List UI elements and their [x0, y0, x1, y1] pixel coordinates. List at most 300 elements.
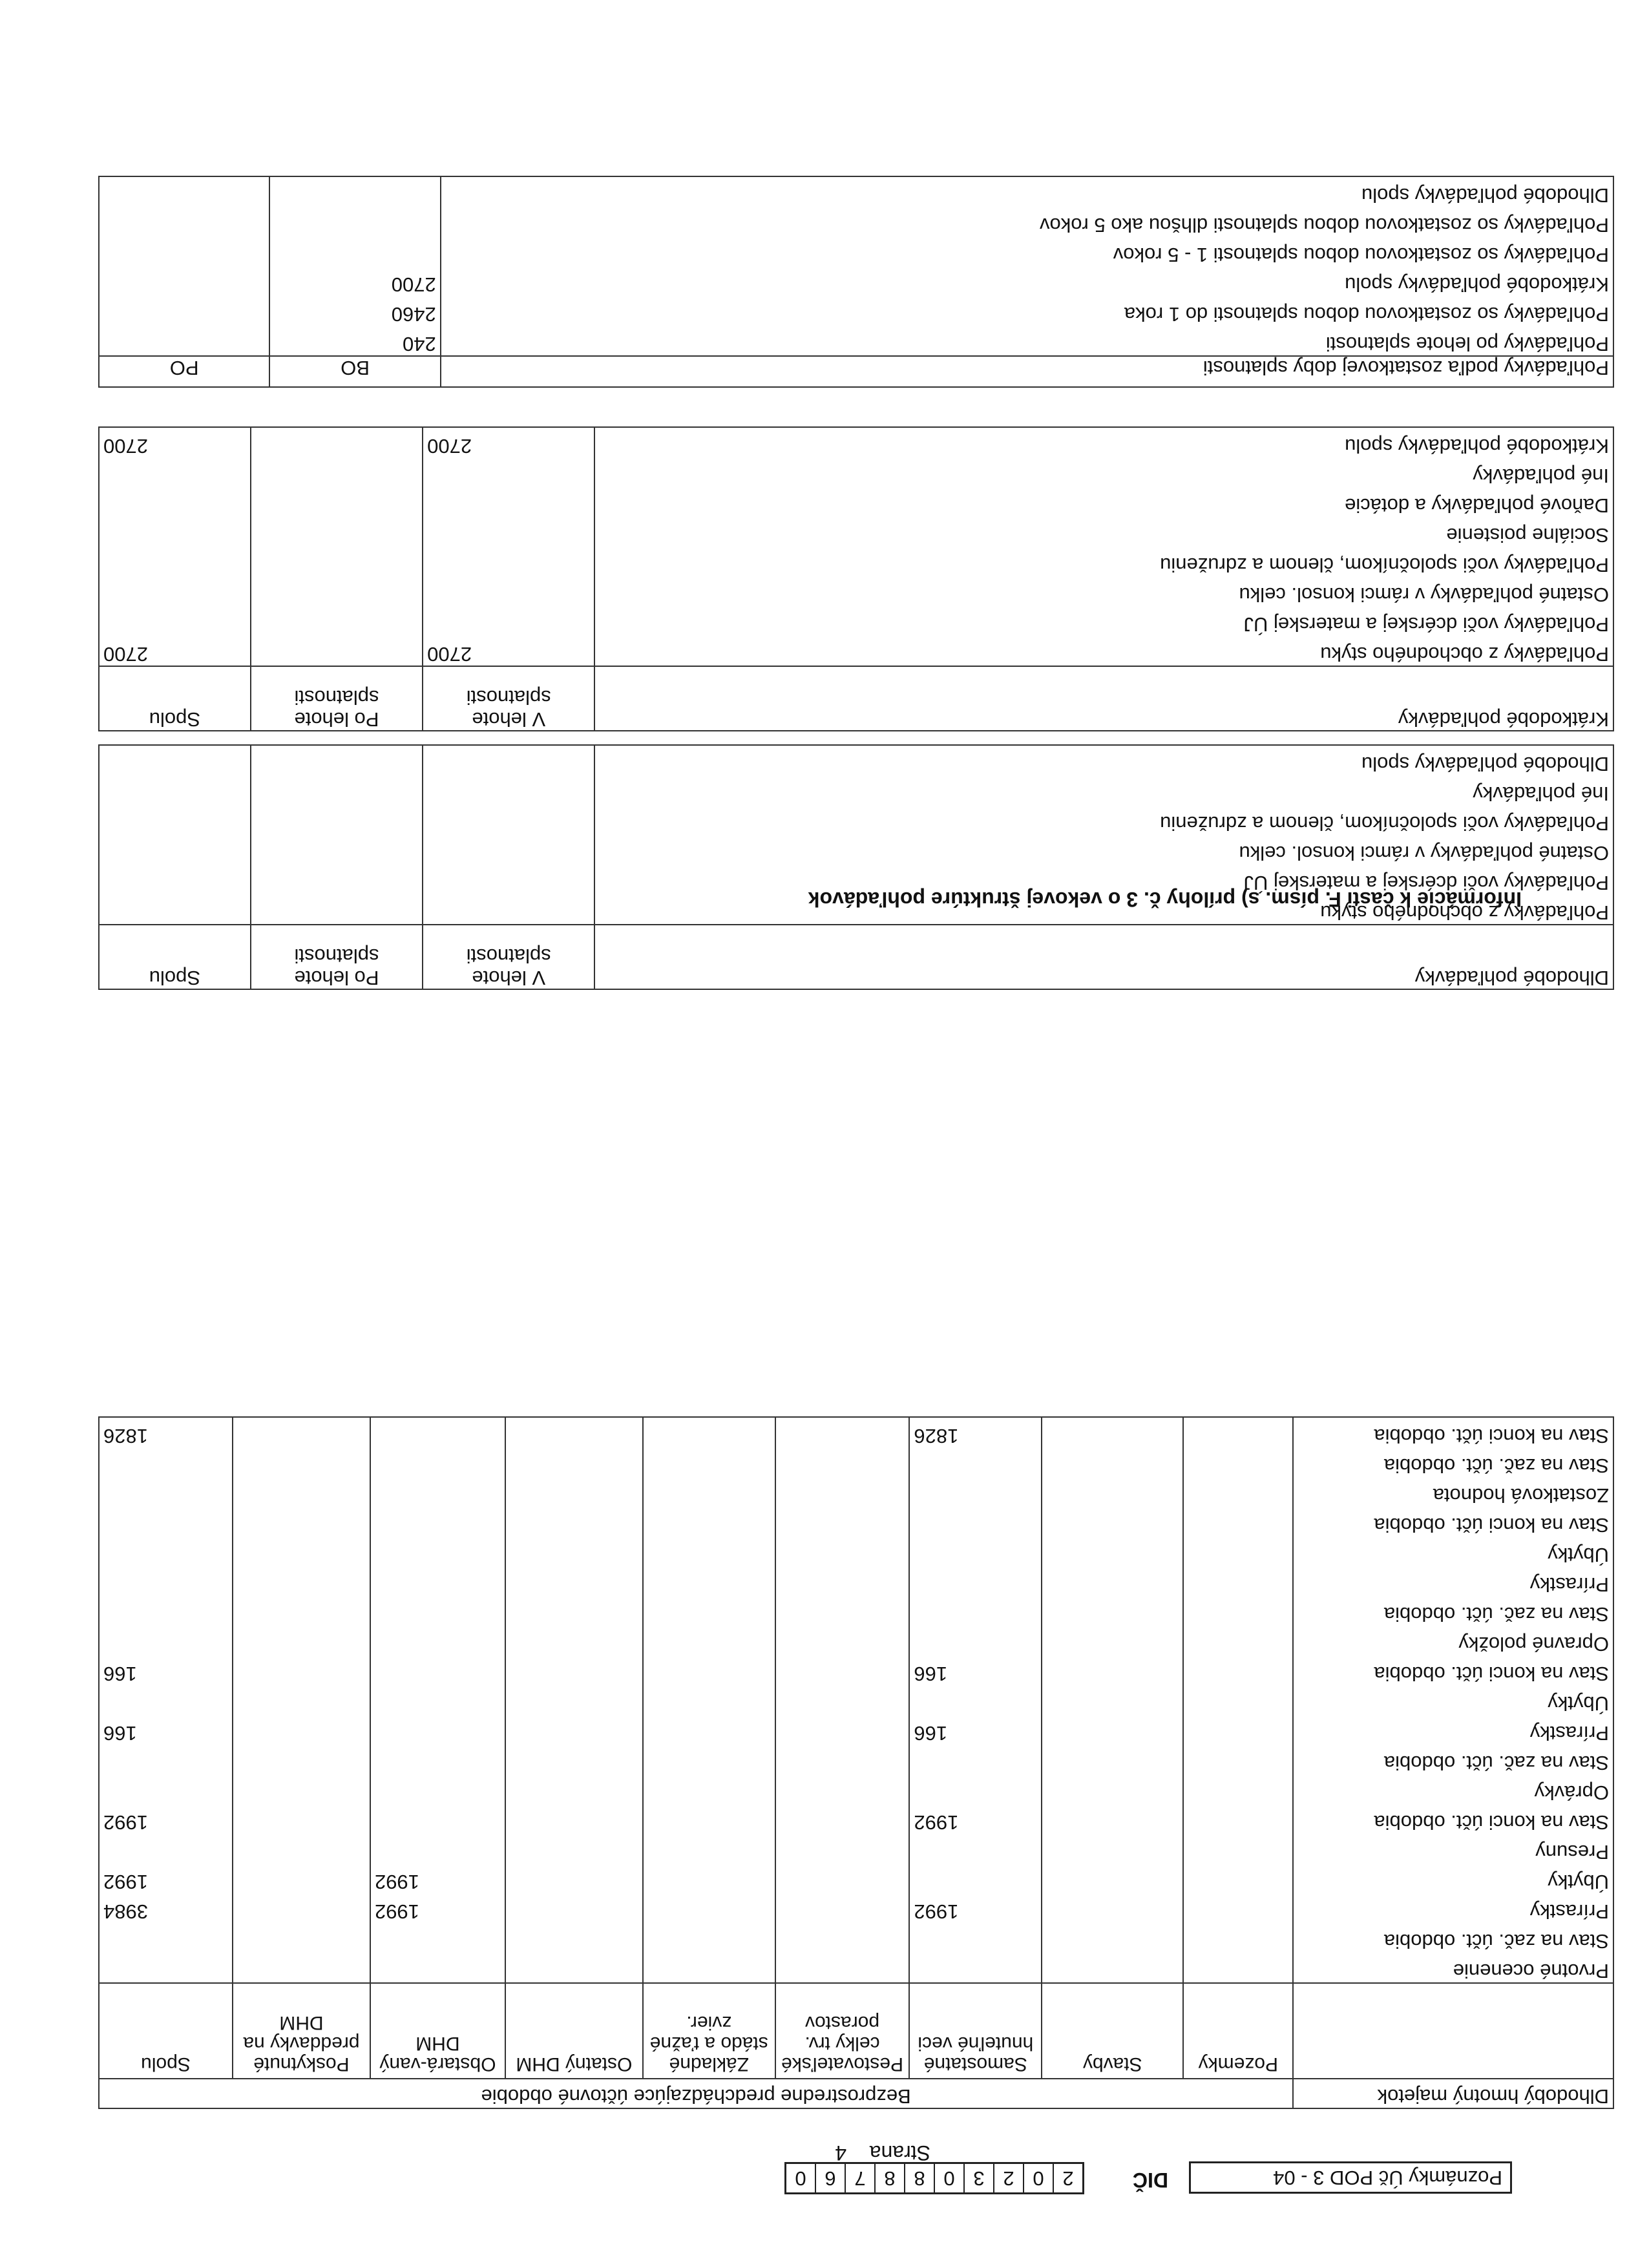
dhm-cell: [99, 1953, 233, 1983]
dhm-cell: [643, 1596, 775, 1626]
dhm-cell: [775, 1685, 910, 1715]
dhm-cell: [370, 1566, 505, 1596]
dhm-cell: [233, 1745, 370, 1774]
row-value: [99, 775, 251, 805]
row-value: [269, 176, 440, 207]
dhm-cell: [233, 1804, 370, 1834]
dhm-cell: [775, 1596, 910, 1626]
row-label: Ostatné pohľadávky v rámci konsol. celku: [594, 576, 1613, 606]
dhm-cell: [505, 1477, 643, 1507]
dhm-cell: [505, 1804, 643, 1834]
row-value: [99, 745, 251, 775]
short-term-row: [99, 547, 1613, 576]
row-label: Dlhodobé pohľadávky spolu: [441, 176, 1613, 207]
dhm-cell: [643, 1893, 775, 1923]
dhm-period: Bezprostredne predchádzajúce účtovné obdobie: [99, 2079, 1293, 2108]
row-label: Ostatné pohľadávky v rámci konsol. celku: [594, 835, 1613, 865]
short-term-title: Krátkodobé pohľadávky: [594, 666, 1613, 731]
dhm-cell: 1992: [909, 1804, 1042, 1834]
dic-digit: 0: [795, 2167, 806, 2190]
dhm-cell: [505, 1745, 643, 1774]
dhm-cell: [370, 1537, 505, 1566]
row-value: [99, 576, 251, 606]
row-value: [99, 805, 251, 835]
short-term-row: [99, 636, 1613, 666]
dhm-cell: [233, 1864, 370, 1893]
short-term-table: [98, 426, 1614, 731]
long-term-column-header: Po lehote splatnosti: [251, 925, 423, 989]
row-value: [99, 266, 269, 296]
dhm-cell: [1183, 1417, 1293, 1447]
dhm-cell: [1042, 1923, 1183, 1953]
dhm-row: [99, 1923, 1613, 1953]
row-value: [423, 487, 594, 517]
row-value: [251, 745, 423, 775]
dhm-cell: 1826: [909, 1417, 1042, 1447]
short-term-column-header: Po lehote splatnosti: [251, 666, 423, 731]
remaining-row: [99, 236, 1613, 266]
dhm-cell: [909, 1507, 1042, 1537]
row-value: 2700: [269, 266, 440, 296]
dhm-cell: [1042, 1507, 1183, 1537]
dhm-cell: [1183, 1566, 1293, 1596]
dhm-cell: [643, 1953, 775, 1983]
dhm-cell: [775, 1715, 910, 1745]
dhm-cell: [1042, 1685, 1183, 1715]
dhm-cell: [775, 1953, 910, 1983]
dhm-cell: [643, 1774, 775, 1804]
dhm-cell: [370, 1626, 505, 1655]
row-value: [423, 775, 594, 805]
dhm-row: [99, 1596, 1613, 1626]
dhm-cell: [370, 1507, 505, 1537]
dhm-cell: [775, 1417, 910, 1447]
dhm-cell: [1183, 1953, 1293, 1983]
row-value: [251, 636, 423, 666]
dhm-cell: [505, 1626, 643, 1655]
dhm-cell: [99, 1447, 233, 1477]
dhm-cell: [1042, 1893, 1183, 1923]
dhm-cell: [643, 1447, 775, 1477]
dhm-row-label: Prvotné ocenenie: [1293, 1953, 1613, 1983]
dhm-cell: [370, 1923, 505, 1953]
dhm-cell: [909, 1834, 1042, 1864]
row-value: [423, 576, 594, 606]
dhm-row: [99, 1715, 1613, 1745]
dhm-cell: [643, 1923, 775, 1953]
row-value: [423, 457, 594, 487]
dhm-cell: [1183, 1507, 1293, 1537]
row-label: Pohľadávky voči dcérskej a materskej ÚJ: [594, 865, 1613, 894]
dhm-cell: [775, 1507, 910, 1537]
row-value: [99, 176, 269, 207]
dhm-cell: [99, 1745, 233, 1774]
dhm-cell: [370, 1745, 505, 1774]
dhm-cell: [909, 1864, 1042, 1893]
dhm-cell: [505, 1864, 643, 1893]
dhm-row: [99, 1537, 1613, 1566]
dhm-column-header: Obstará-vaný DHM: [370, 1983, 505, 2079]
long-term-row: [99, 835, 1613, 865]
row-label: Pohľadávky so zostatkovou dobou splatnosti dlhšou ako 5 rokov: [441, 207, 1613, 236]
dhm-cell: [775, 1655, 910, 1685]
dhm-cell: [1183, 1774, 1293, 1804]
dhm-cell: [99, 1834, 233, 1864]
row-value: [99, 296, 269, 326]
dhm-cell: [505, 1417, 643, 1447]
dhm-cell: [233, 1566, 370, 1596]
dhm-cell: [775, 1477, 910, 1507]
long-term-column-header: Spolu: [99, 925, 251, 989]
row-label: Sociálne poistenie: [594, 517, 1613, 547]
dhm-cell: [775, 1626, 910, 1655]
dhm-cell: [909, 1745, 1042, 1774]
dhm-cell: [1042, 1864, 1183, 1893]
dhm-cell: [909, 1923, 1042, 1953]
dhm-cell: [909, 1566, 1042, 1596]
dhm-row-label: Zostatková hodnota: [1293, 1477, 1613, 1507]
row-value: [251, 457, 423, 487]
dhm-corner: [1293, 1983, 1613, 2079]
dhm-row-label: Stav na zač. účt. obdobia: [1293, 1745, 1613, 1774]
dhm-cell: [1183, 1864, 1293, 1893]
dhm-cell: [1183, 1804, 1293, 1834]
dhm-cell: [233, 1715, 370, 1745]
row-label: Pohľadávky voči dcérskej a materskej ÚJ: [594, 606, 1613, 636]
dhm-cell: 166: [99, 1655, 233, 1685]
row-value: [423, 805, 594, 835]
dhm-cell: [99, 1507, 233, 1537]
dic-digit: 6: [815, 2164, 845, 2192]
long-term-column-header: V lehote splatnosti: [423, 925, 594, 989]
dhm-cell: [909, 1596, 1042, 1626]
dhm-cell: [233, 1893, 370, 1923]
dhm-cell: [1042, 1834, 1183, 1864]
dhm-cell: 3984: [99, 1893, 233, 1923]
dic-digit: 2: [993, 2164, 1023, 2192]
dhm-cell: [1183, 1626, 1293, 1655]
dhm-cell: [909, 1953, 1042, 1983]
dhm-cell: [370, 1655, 505, 1685]
dhm-cell: [370, 1953, 505, 1983]
dhm-cell: 1826: [99, 1417, 233, 1447]
dhm-cell: [1183, 1655, 1293, 1685]
dhm-cell: [1042, 1626, 1183, 1655]
dhm-cell: [909, 1774, 1042, 1804]
dhm-row-label: Úbytky: [1293, 1537, 1613, 1566]
dhm-cell: [1183, 1447, 1293, 1477]
short-term-row: [99, 517, 1613, 547]
row-value: [269, 207, 440, 236]
row-value: 2700: [423, 427, 594, 457]
dhm-row: [99, 1893, 1613, 1923]
dhm-row-label: Stav na zač. účt. obdobia: [1293, 1923, 1613, 1953]
dhm-cell: [1042, 1566, 1183, 1596]
dhm-cell: [1042, 1953, 1183, 1983]
long-term-row: [99, 745, 1613, 775]
short-term-row: [99, 606, 1613, 636]
dic-digit: 7: [845, 2164, 874, 2192]
dhm-column-header: Stavby: [1042, 1983, 1183, 2079]
dhm-cell: [99, 1923, 233, 1953]
row-label: Iné pohľadávky: [594, 775, 1613, 805]
row-value: [99, 606, 251, 636]
row-value: 240: [269, 326, 440, 356]
dhm-row: [99, 1626, 1613, 1655]
dhm-cell: [370, 1834, 505, 1864]
dhm-cell: [1183, 1893, 1293, 1923]
info-heading: Informácie k časti F. písm. s) prílohy č. 3 o vekovej štruktúre pohľadávok: [808, 888, 1522, 911]
dhm-row-label: Opravné položky: [1293, 1626, 1613, 1655]
row-value: [251, 517, 423, 547]
dhm-cell: [99, 1685, 233, 1715]
dhm-cell: [775, 1537, 910, 1566]
dhm-cell: [99, 1626, 233, 1655]
row-label: Pohľadávky voči spoločníkom, členom a združeniu: [594, 547, 1613, 576]
dhm-cell: [775, 1804, 910, 1834]
dhm-cell: [643, 1834, 775, 1864]
dhm-cell: [1042, 1477, 1183, 1507]
dhm-cell: [909, 1685, 1042, 1715]
dhm-column-header: Pestovateľské celky trv. porastov: [775, 1983, 910, 2079]
remaining-row: [99, 176, 1613, 207]
dhm-cell: [370, 1715, 505, 1745]
dhm-cell: 1992: [370, 1893, 505, 1923]
dic-digit: 0: [934, 2164, 963, 2192]
row-value: [251, 487, 423, 517]
dhm-cell: [505, 1953, 643, 1983]
dic-digit: 8: [874, 2164, 904, 2192]
dhm-cell: [233, 1923, 370, 1953]
long-term-row: [99, 805, 1613, 835]
dhm-cell: [505, 1655, 643, 1685]
long-term-table: [98, 744, 1614, 990]
dhm-row-label: Prírastky: [1293, 1893, 1613, 1923]
row-value: [423, 517, 594, 547]
row-label: Krátkodobé pohľadávky spolu: [441, 266, 1613, 296]
dhm-cell: [643, 1655, 775, 1685]
dhm-cell: [1183, 1923, 1293, 1953]
row-value: [99, 207, 269, 236]
dic-digit: 3: [963, 2164, 993, 2192]
dic-label: DIČ: [1132, 2168, 1168, 2192]
dhm-row-label: Stav na konci účt. obdobia: [1293, 1417, 1613, 1447]
dhm-cell: [1042, 1447, 1183, 1477]
dhm-row: [99, 1477, 1613, 1507]
row-value: [251, 805, 423, 835]
dhm-cell: [99, 1477, 233, 1507]
long-term-row: [99, 865, 1613, 894]
remaining-term-table: [98, 176, 1614, 388]
dhm-cell: [233, 1953, 370, 1983]
dhm-column-header: Pozemky: [1183, 1983, 1293, 2079]
row-value: [423, 547, 594, 576]
row-value: [423, 835, 594, 865]
dhm-cell: [233, 1685, 370, 1715]
dhm-cell: [505, 1537, 643, 1566]
row-value: [251, 835, 423, 865]
dhm-cell: [233, 1507, 370, 1537]
row-label: Daňové pohľadávky a dotácie: [594, 487, 1613, 517]
row-value: [423, 745, 594, 775]
dhm-cell: [505, 1685, 643, 1715]
row-value: [99, 457, 251, 487]
dhm-cell: 1992: [909, 1893, 1042, 1923]
dhm-cell: [1183, 1596, 1293, 1626]
dhm-column-header: Spolu: [99, 1983, 233, 2079]
dhm-cell: [370, 1596, 505, 1626]
dhm-cell: [505, 1715, 643, 1745]
row-label: Pohľadávky so zostatkovou dobou splatnosti 1 - 5 rokov: [441, 236, 1613, 266]
dhm-row: [99, 1774, 1613, 1804]
dhm-row-label: Stav na konci účt. obdobia: [1293, 1507, 1613, 1537]
dhm-cell: [1042, 1537, 1183, 1566]
short-term-row: [99, 576, 1613, 606]
remaining-row: [99, 326, 1613, 356]
form-title: Poznámky Úč POD 3 - 04: [1189, 2161, 1512, 2194]
dhm-cell: [775, 1864, 910, 1893]
page-number: [835, 2141, 930, 2165]
dhm-cell: [233, 1834, 370, 1864]
dhm-cell: [370, 1685, 505, 1715]
dhm-row: [99, 1834, 1613, 1864]
dhm-cell: [99, 1596, 233, 1626]
dhm-row-label: Stav na konci účt. obdobia: [1293, 1655, 1613, 1685]
dhm-column-header: Samostatné hnuteľné veci: [909, 1983, 1042, 2079]
dhm-cell: [643, 1537, 775, 1566]
page-value: 4: [835, 2141, 847, 2165]
row-value: [251, 865, 423, 894]
dhm-column-header: Základné stádo a ťažné zvier.: [643, 1983, 775, 2079]
dhm-cell: [370, 1417, 505, 1447]
remaining-row: [99, 207, 1613, 236]
dhm-cell: [1183, 1477, 1293, 1507]
dhm-row-label: Stav na zač. účt. obdobia: [1293, 1596, 1613, 1626]
dhm-cell: [643, 1566, 775, 1596]
dhm-cell: [505, 1596, 643, 1626]
dhm-cell: [643, 1715, 775, 1745]
dhm-cell: [909, 1447, 1042, 1477]
dhm-cell: 166: [909, 1655, 1042, 1685]
dhm-cell: [370, 1447, 505, 1477]
dhm-cell: [505, 1507, 643, 1537]
dhm-row: [99, 1685, 1613, 1715]
row-value: 2700: [99, 636, 251, 666]
dhm-cell: [643, 1477, 775, 1507]
dic-digit: 0: [1023, 2164, 1053, 2192]
long-term-title: Dlhodobé pohľadávky: [594, 925, 1613, 989]
dhm-cell: [99, 1537, 233, 1566]
dic-boxes: [784, 2162, 1084, 2194]
dhm-cell: [233, 1447, 370, 1477]
dhm-cell: [1042, 1745, 1183, 1774]
dhm-cell: [643, 1804, 775, 1834]
dhm-cell: [1042, 1715, 1183, 1745]
remaining-row: [99, 296, 1613, 326]
row-value: [99, 547, 251, 576]
row-value: 2700: [99, 427, 251, 457]
dhm-cell: [1183, 1745, 1293, 1774]
dic-digit: 2: [1053, 2164, 1082, 2192]
row-value: [251, 775, 423, 805]
short-term-column-header: V lehote splatnosti: [423, 666, 594, 731]
dhm-row-label: Stav na zač. účt. obdobia: [1293, 1447, 1613, 1477]
dhm-cell: 166: [909, 1715, 1042, 1745]
dhm-cell: [643, 1745, 775, 1774]
row-value: [251, 547, 423, 576]
dhm-row: [99, 1745, 1613, 1774]
dhm-row: [99, 1447, 1613, 1477]
long-term-row: [99, 775, 1613, 805]
row-value: [423, 606, 594, 636]
dhm-table: [98, 1416, 1614, 2109]
dhm-cell: [505, 1893, 643, 1923]
dhm-cell: [505, 1923, 643, 1953]
dhm-row: [99, 1864, 1613, 1893]
dhm-cell: 166: [99, 1715, 233, 1745]
remaining-title: Pohľadávky podľa zostatkovej doby splatnosti: [441, 356, 1613, 387]
row-value: [269, 236, 440, 266]
short-term-column-header: Spolu: [99, 666, 251, 731]
dhm-cell: [1183, 1537, 1293, 1566]
dhm-row: [99, 1804, 1613, 1834]
dhm-cell: [1042, 1804, 1183, 1834]
dhm-cell: [233, 1596, 370, 1626]
dhm-cell: [505, 1774, 643, 1804]
dhm-cell: [1042, 1774, 1183, 1804]
row-value: [99, 487, 251, 517]
dhm-cell: [1042, 1655, 1183, 1685]
dhm-cell: 1992: [99, 1804, 233, 1834]
dhm-cell: [643, 1864, 775, 1893]
dhm-cell: [1042, 1417, 1183, 1447]
row-value: 2460: [269, 296, 440, 326]
row-value: 2700: [423, 636, 594, 666]
page-label: Strana: [869, 2141, 930, 2165]
dhm-cell: [99, 1566, 233, 1596]
dhm-column-header: Ostatný DHM: [505, 1983, 643, 2079]
dhm-cell: [233, 1655, 370, 1685]
row-value: [99, 326, 269, 356]
dhm-cell: [775, 1566, 910, 1596]
dhm-row-label: Prírastky: [1293, 1566, 1613, 1596]
row-label: Dlhodobé pohľadávky spolu: [594, 745, 1613, 775]
dhm-row: [99, 1507, 1613, 1537]
dhm-row-label: Oprávky: [1293, 1774, 1613, 1804]
dhm-cell: [233, 1417, 370, 1447]
dhm-cell: [233, 1626, 370, 1655]
dhm-cell: [775, 1447, 910, 1477]
dhm-cell: [643, 1507, 775, 1537]
dhm-cell: [775, 1745, 910, 1774]
dhm-cell: [775, 1923, 910, 1953]
row-value: [251, 606, 423, 636]
remaining-column-header: PO: [99, 356, 269, 387]
row-value: [251, 576, 423, 606]
remaining-row: [99, 266, 1613, 296]
dhm-cell: [505, 1566, 643, 1596]
dhm-row-label: Prírastky: [1293, 1715, 1613, 1745]
dhm-row-label: Úbytky: [1293, 1685, 1613, 1715]
dhm-cell: [505, 1834, 643, 1864]
row-label: Pohľadávky z obchodného styku: [594, 636, 1613, 666]
dhm-cell: [909, 1477, 1042, 1507]
dhm-cell: [370, 1477, 505, 1507]
remaining-column-header: BO: [269, 356, 440, 387]
dhm-cell: [233, 1774, 370, 1804]
row-label: Krátkodobé pohľadávky spolu: [594, 427, 1613, 457]
dhm-cell: [643, 1626, 775, 1655]
